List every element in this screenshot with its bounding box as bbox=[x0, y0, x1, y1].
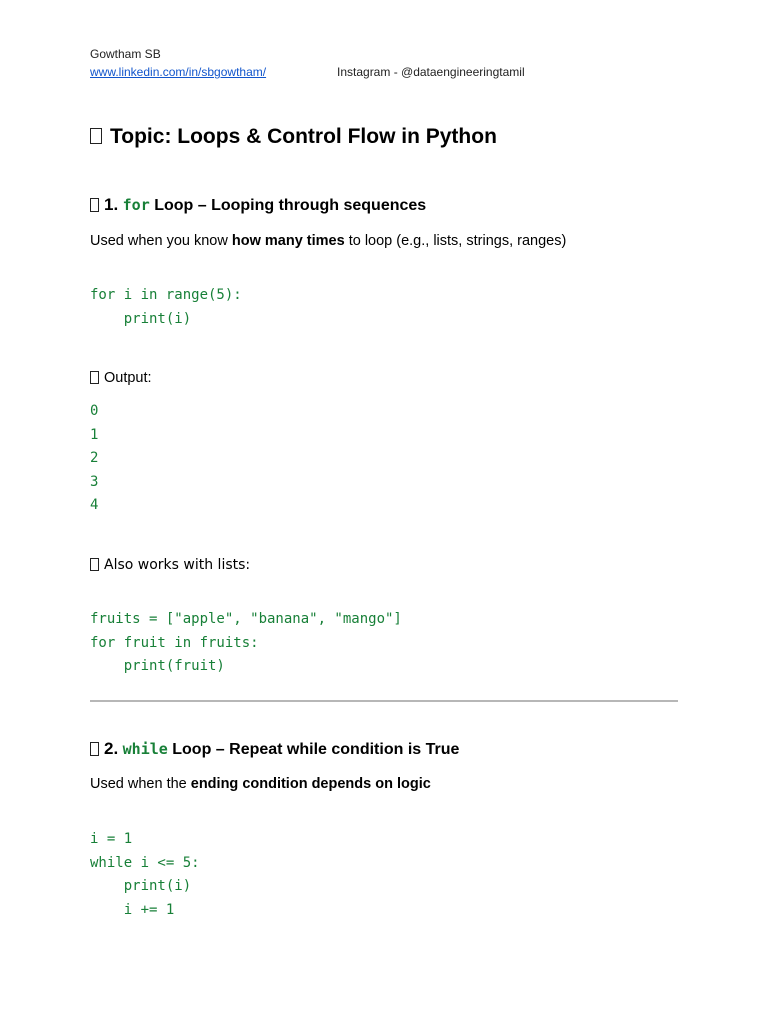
desc-text: Used when the bbox=[90, 776, 191, 792]
missing-glyph-icon bbox=[90, 198, 99, 212]
section-1-description bbox=[90, 232, 566, 250]
output-label-text: Output: bbox=[104, 370, 152, 386]
code-block-for-range: for i in range(5): print(i) bbox=[90, 287, 242, 327]
section-2-heading-text: Loop – Repeat while condition is True bbox=[172, 741, 460, 758]
desc-bold-text: how many times bbox=[231, 233, 345, 249]
output-block: 0 1 2 3 4 bbox=[90, 403, 99, 514]
desc-bold-text: ending condition depends on logic bbox=[190, 776, 431, 792]
section-1-number: 1. bbox=[104, 195, 119, 214]
missing-glyph-icon bbox=[90, 742, 99, 756]
section-2-keyword: while bbox=[122, 740, 168, 758]
desc-text: to loop (e.g., lists, strings, ranges) bbox=[344, 233, 567, 249]
horizontal-rule bbox=[90, 700, 678, 702]
instagram-handle: Instagram - @dataengineeringtamil bbox=[337, 65, 525, 79]
section-1-keyword: for bbox=[122, 196, 150, 214]
section-1-heading-text: Loop – Looping through sequences bbox=[154, 197, 427, 214]
also-works-text: Also works with lists: bbox=[104, 557, 251, 573]
title-text: Topic: Loops & Control Flow in Python bbox=[110, 125, 497, 148]
section-1-heading bbox=[90, 195, 426, 216]
code-block-fruits: fruits = ["apple", "banana", "mango"] for fruit in fruits: print(fruit) bbox=[90, 611, 402, 675]
document-page bbox=[90, 0, 678, 1024]
code-block-while: i = 1 while i <= 5: print(i) i += 1 bbox=[90, 831, 200, 918]
page-title bbox=[90, 124, 497, 150]
missing-glyph-icon bbox=[90, 128, 102, 144]
output-label bbox=[90, 369, 152, 387]
section-2-description bbox=[90, 775, 431, 793]
missing-glyph-icon bbox=[90, 558, 99, 571]
missing-glyph-icon bbox=[90, 371, 99, 384]
desc-text: Used when you know bbox=[90, 233, 232, 249]
linkedin-link[interactable]: www.linkedin.com/in/sbgowtham/ bbox=[90, 65, 267, 79]
section-2-number: 2. bbox=[104, 739, 119, 758]
section-2-heading bbox=[90, 739, 459, 760]
author-name: Gowtham SB bbox=[90, 47, 161, 61]
also-works-label bbox=[90, 556, 250, 574]
